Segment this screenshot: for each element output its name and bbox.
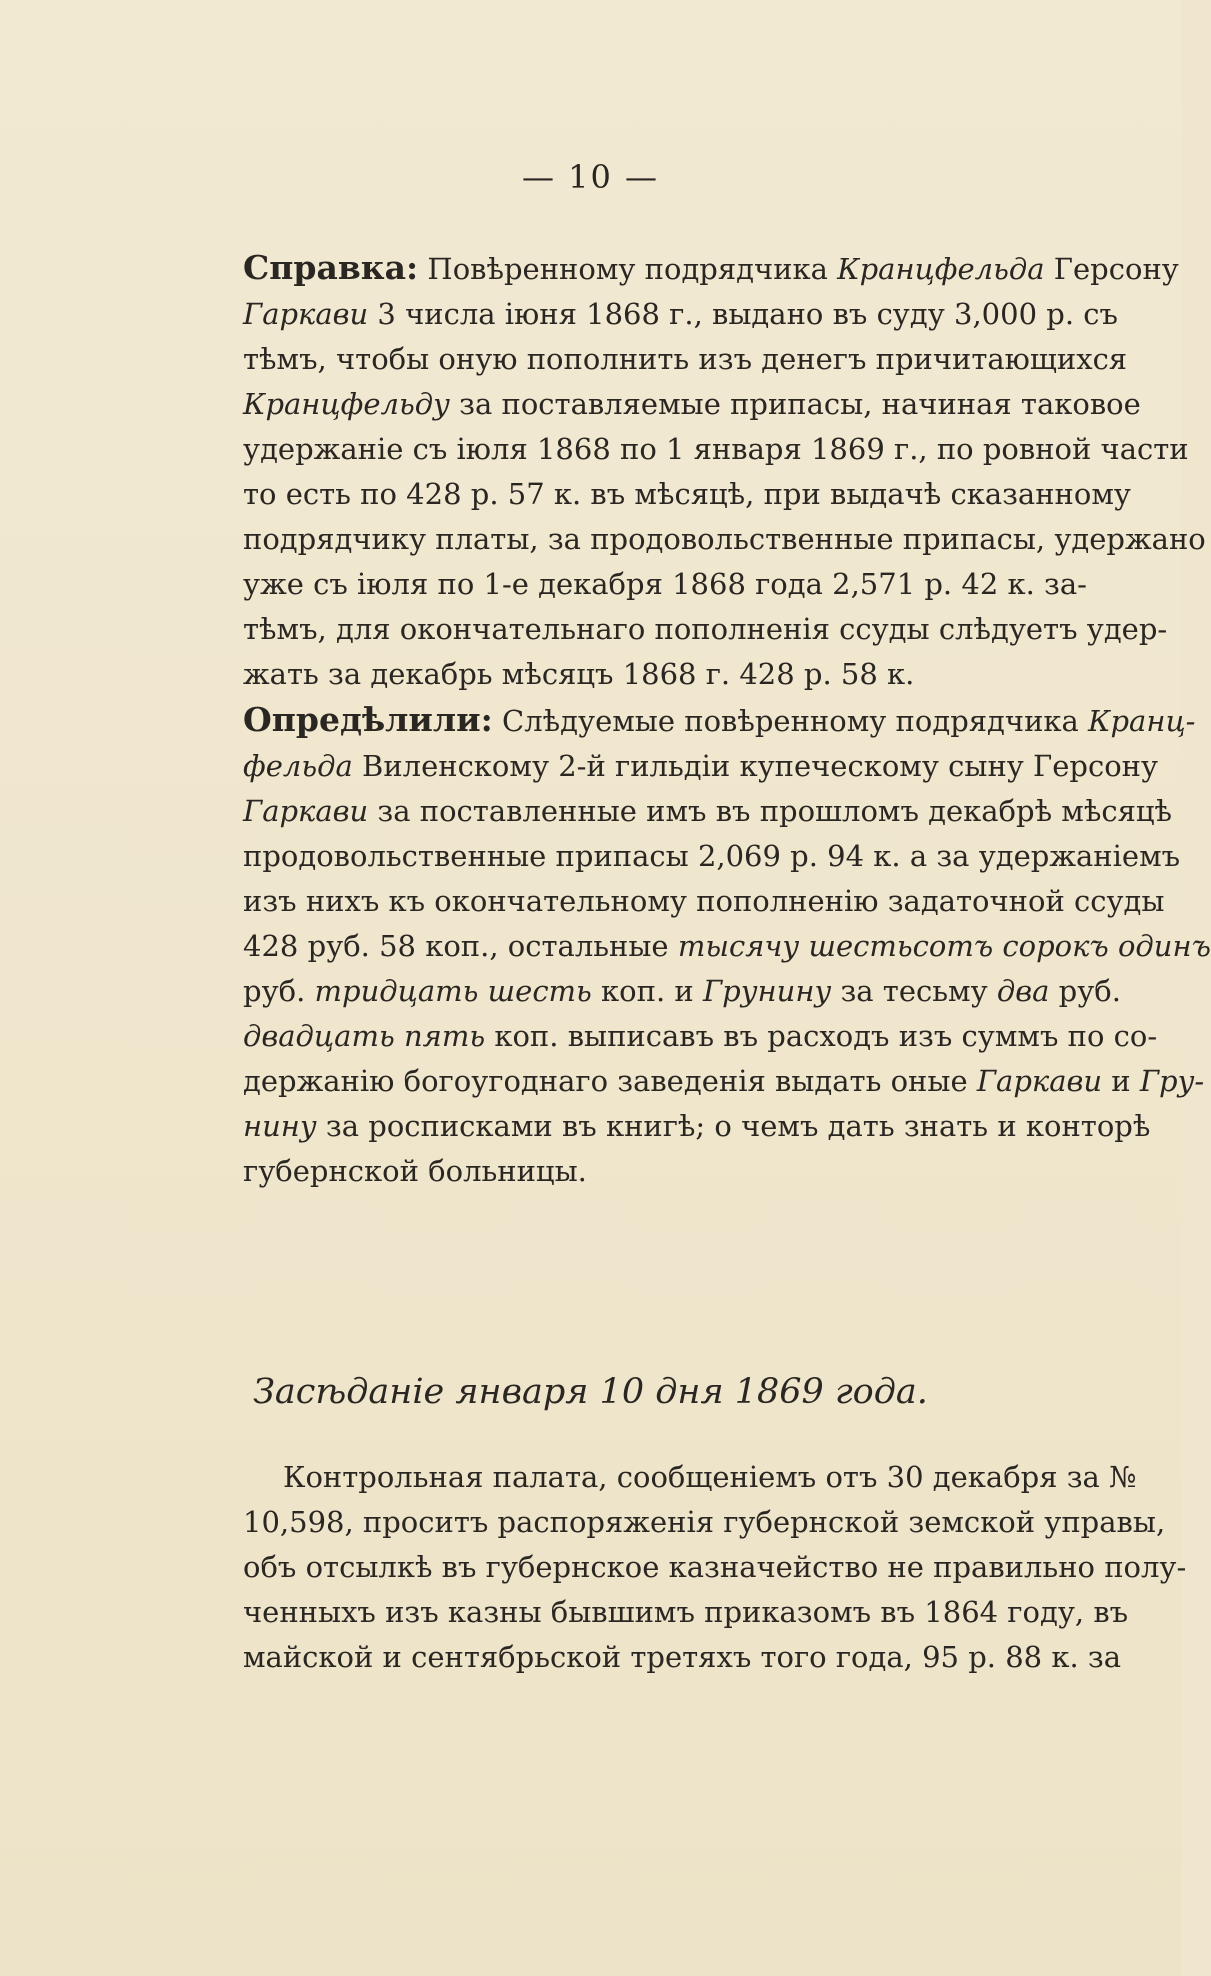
name-span: Гаркави: [976, 1064, 1103, 1098]
text-span: за росписками въ книгѣ; о чемъ дать знать и конторѣ: [316, 1109, 1151, 1143]
text-line: [243, 789, 1173, 834]
amount-span: тысячу шестьсотъ сорокъ одинъ: [677, 929, 1211, 963]
text-line: [243, 969, 1121, 1014]
text-line: [243, 292, 1118, 337]
text-span: руб.: [243, 974, 315, 1008]
text-line: тѣмъ, для окончательнаго пополненія ссуды слѣдуетъ удер-: [243, 612, 1168, 646]
amount-span: тридцать шесть: [314, 974, 592, 1008]
text-line: объ отсылкѣ въ губернское казначейство не правильно полу-: [243, 1550, 1187, 1584]
spravka-label: Справка:: [243, 248, 419, 287]
text-line: [243, 1014, 1158, 1059]
text-span: руб.: [1049, 974, 1121, 1008]
text-line: то есть по 428 р. 57 к. въ мѣсяцѣ, при выдачѣ сказанному: [243, 477, 1131, 511]
text-span: Герсону: [1044, 252, 1179, 286]
text-span: коп. и: [591, 974, 703, 1008]
text-block-bottom: [243, 1455, 1187, 1680]
text-span: за поставляемые припасы, начиная таковое: [449, 387, 1141, 421]
text-span: Виленскому 2-й гильдіи купеческому сыну Герсону: [352, 749, 1159, 783]
name-span: Кранцфельда: [837, 252, 1045, 286]
text-line: изъ нихъ къ окончательному пополненію задаточной ссуды: [243, 884, 1165, 918]
text-line: удержаніе съ іюля 1868 по 1 января 1869 г., по ровной части: [243, 432, 1189, 466]
text-span: держанію богоугоднаго заведенія выдать оные: [243, 1064, 977, 1098]
text-line: [243, 924, 1211, 969]
text-line: подрядчику платы, за продовольственные припасы, удержано: [243, 522, 1206, 556]
text-line: губернской больницы.: [243, 1154, 587, 1188]
text-line: жать за декабрь мѣсяцъ 1868 г. 428 р. 58 к.: [243, 657, 915, 691]
text-span: за тесьму: [831, 974, 997, 1008]
amount-span: двадцать пять: [243, 1019, 486, 1053]
text-span: Слѣдуемые повѣренному подрядчика: [492, 704, 1089, 738]
name-span: нину: [243, 1109, 317, 1143]
name-span: Гаркави: [243, 794, 369, 828]
text-line: майской и сентябрьской третяхъ того года, 95 р. 88 к. за: [243, 1640, 1122, 1674]
text-line: [243, 1059, 1205, 1104]
text-line: Контрольная палата, сообщеніемъ отъ 30 декабря за №: [283, 1460, 1137, 1494]
text-span: Повѣренному подрядчика: [418, 252, 838, 286]
amount-span: два: [996, 974, 1050, 1008]
session-heading: Засѣданіе января 10 дня 1869 года.: [253, 1372, 928, 1412]
text-line: тѣмъ, чтобы оную пополнить изъ денегъ причитающихся: [243, 342, 1128, 376]
text-span: коп. выписавъ въ расходъ изъ суммъ по со-: [485, 1019, 1158, 1053]
text-span: за поставленные имъ въ прошломъ декабрѣ мѣсяцѣ: [368, 794, 1173, 828]
text-line: [243, 697, 1196, 744]
text-span: и: [1102, 1064, 1140, 1098]
text-span: 428 руб. 58 коп., остальные: [243, 929, 678, 963]
text-span: 3 числа іюня 1868 г., выдано въ суду 3,000 р. съ: [368, 297, 1118, 331]
name-span: Кранцфельду: [243, 387, 450, 421]
text-line: [243, 245, 1179, 292]
opredelili-label: Опредѣлили:: [243, 700, 493, 739]
text-line: уже съ іюля по 1-е декабря 1868 года 2,571 р. 42 к. за-: [243, 567, 1087, 601]
name-span: Гаркави: [243, 297, 369, 331]
page-number: — 10 —: [521, 158, 660, 196]
text-line: [243, 1104, 1151, 1149]
text-line: [243, 744, 1159, 789]
text-line: продовольственные припасы 2,069 р. 94 к. а за удержаніемъ: [243, 839, 1181, 873]
name-span: Грунину: [702, 974, 832, 1008]
name-span: Гру-: [1139, 1064, 1205, 1098]
text-line: ченныхъ изъ казны бывшимъ приказомъ въ 1864 году, въ: [243, 1595, 1129, 1629]
text-block-top: [243, 245, 1211, 1194]
name-span: Кранц-: [1088, 704, 1196, 738]
text-line: 10,598, проситъ распоряженія губернской земской управы,: [243, 1505, 1166, 1539]
text-line: [243, 382, 1141, 427]
name-span: фельда: [243, 749, 353, 783]
